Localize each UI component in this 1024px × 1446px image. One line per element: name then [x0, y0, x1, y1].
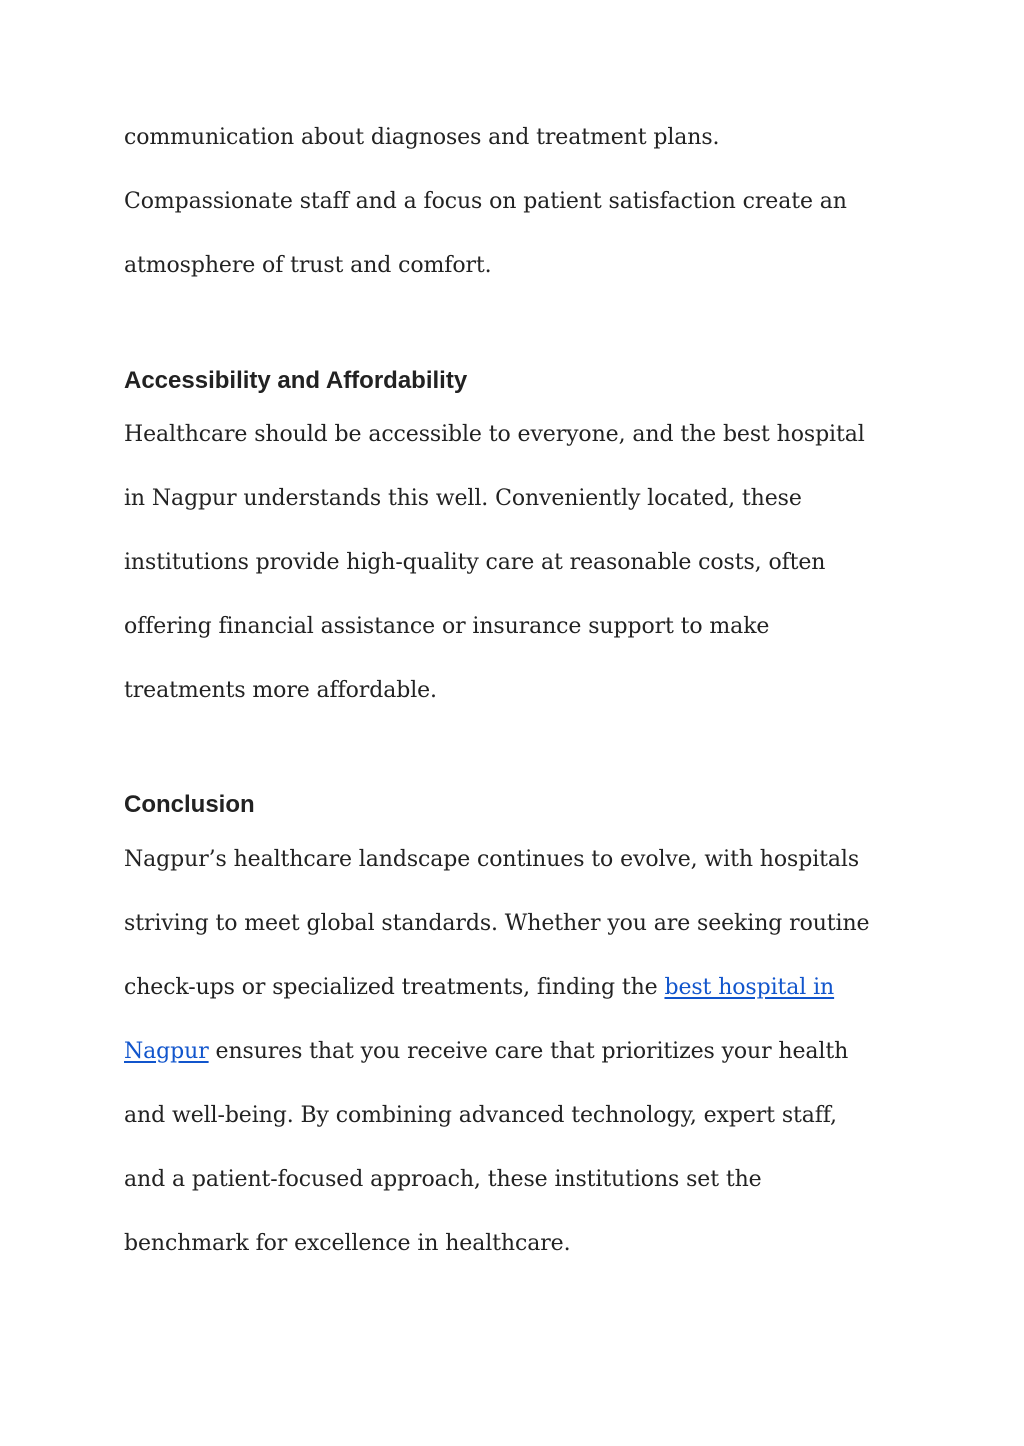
conclusion-line-3	[124, 974, 834, 1002]
best-hospital-link-part-2[interactable]: Nagpur	[124, 1039, 209, 1064]
conclusion-line-4-text: ensures that you receive care that prioritizes your health	[208, 1039, 849, 1064]
accessibility-line-3: institutions provide high-quality care at reasonable costs, often	[124, 550, 826, 575]
intro-line-3: atmosphere of trust and comfort.	[124, 253, 492, 278]
accessibility-line-2: in Nagpur understands this well. Conveniently located, these	[124, 486, 802, 511]
accessibility-line-4: offering financial assistance or insurance support to make	[124, 614, 770, 639]
accessibility-line-1: Healthcare should be accessible to everyone, and the best hospital	[124, 422, 865, 447]
conclusion-line-5: and well-being. By combining advanced technology, expert staff,	[124, 1103, 837, 1128]
conclusion-line-3-text: check-ups or specialized treatments, finding the	[124, 975, 665, 1000]
intro-line-2: Compassionate staff and a focus on patient satisfaction create an	[124, 189, 847, 214]
conclusion-line-1: Nagpur’s healthcare landscape continues to evolve, with hospitals	[124, 847, 860, 872]
conclusion-line-2: striving to meet global standards. Whether you are seeking routine	[124, 911, 870, 936]
section-heading-accessibility: Accessibility and Affordability	[124, 367, 468, 394]
section-heading-conclusion: Conclusion	[124, 791, 255, 818]
best-hospital-link-part-1[interactable]: best hospital in	[664, 975, 835, 1000]
intro-line-1: communication about diagnoses and treatment plans.	[124, 125, 720, 150]
conclusion-line-6: and a patient-focused approach, these institutions set the	[124, 1167, 762, 1192]
accessibility-line-5: treatments more affordable.	[124, 678, 437, 703]
conclusion-line-7: benchmark for excellence in healthcare.	[124, 1231, 571, 1256]
conclusion-line-4	[124, 1038, 848, 1066]
